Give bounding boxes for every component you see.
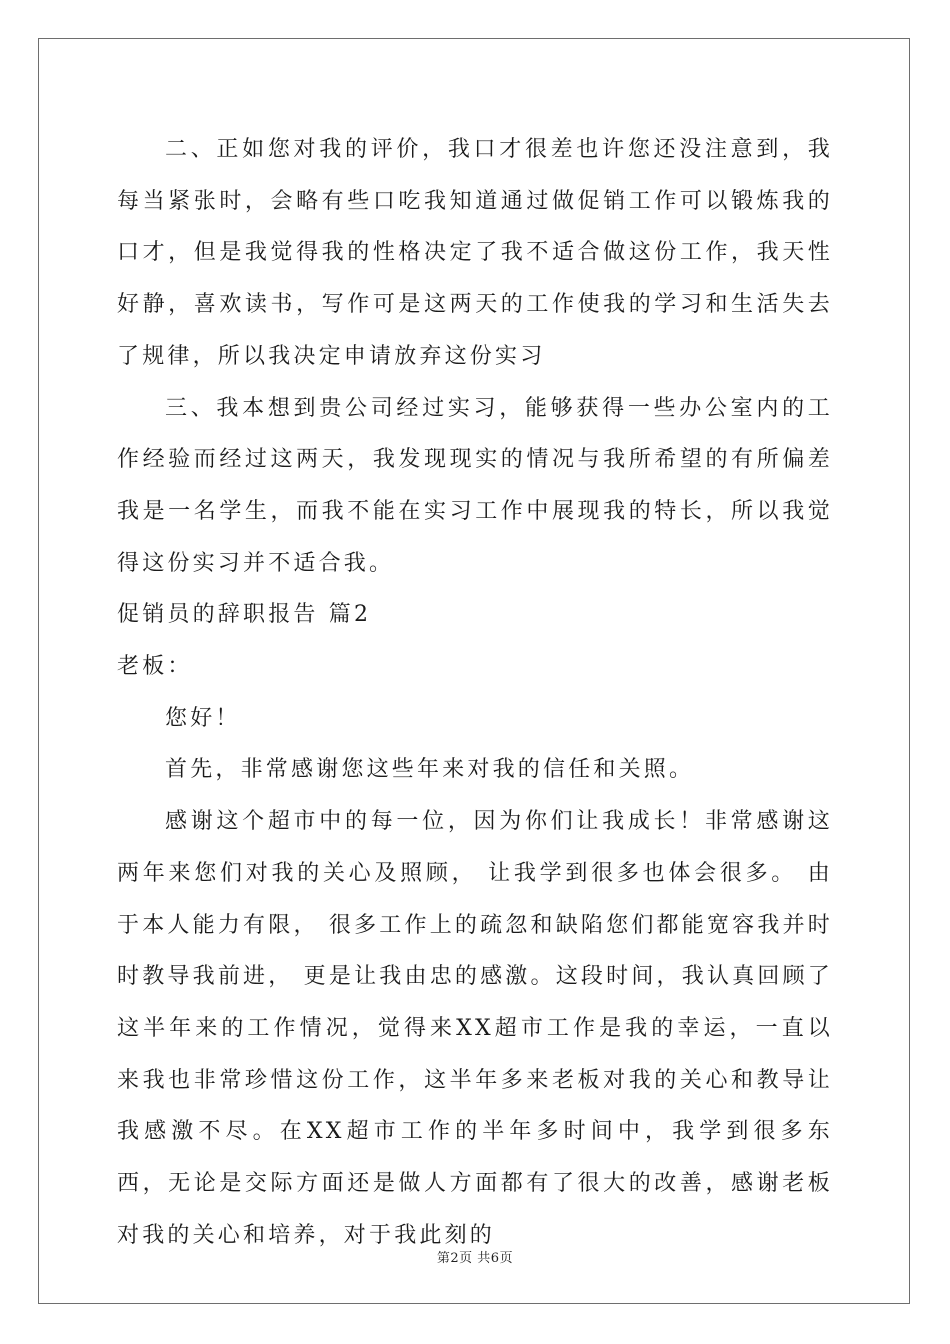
paragraph-point-three: 三、我本想到贵公司经过实习，能够获得一些办公室内的工作经验而经过这两天，我发现现实的情况与我所希望的有所偏差我是一名学生，而我不能在实习工作中展现我的特长，所以我觉得这份实习并不适合我。 (117, 395, 833, 576)
salutation: 老板： (117, 654, 193, 680)
paragraph-thanks: 首先，非常感谢您这些年来对我的信任和关照。 (165, 757, 695, 783)
page-number: 第2页 共6页 (436, 1251, 514, 1266)
greeting: 您好！ (165, 705, 241, 731)
document-body (117, 124, 833, 1261)
section-heading: 促销员的辞职报告 篇2 (117, 602, 372, 628)
paragraph-point-two: 二、正如您对我的评价，我口才很差也许您还没注意到，我每当紧张时，会略有些口吃我知道通过做促销工作可以锻炼我的口才，但是我觉得我的性格决定了我不适合做这份工作，我天性好静，喜欢读书，写作可是这两天的工作使我的学习和生活失去了规律，所以我决定申请放弃这份实习 (117, 137, 833, 369)
paragraph-body: 感谢这个超市中的每一位，因为你们让我成长！非常感谢这两年来您们对我的关心及照顾， 让我学到很多也体会很多。 由于本人能力有限， 很多工作上的疏忽和缺陷您们都能宽容我并时时教导我前进， 更是让我由忠的感激。这段时间，我认真回顾了这半年来的工作情况，觉得来XX超市工作是我的幸运，一直以来我也非常珍惜这份工作，这半年多来老板对我的关心和教导让我感激不尽。在XX超市工作的半年多时间中，我学到很多东西，无论是交际方面还是做人方面都有了很大的改善，感谢老板对我的关心和培养，对于我此刻的 (117, 809, 833, 1248)
